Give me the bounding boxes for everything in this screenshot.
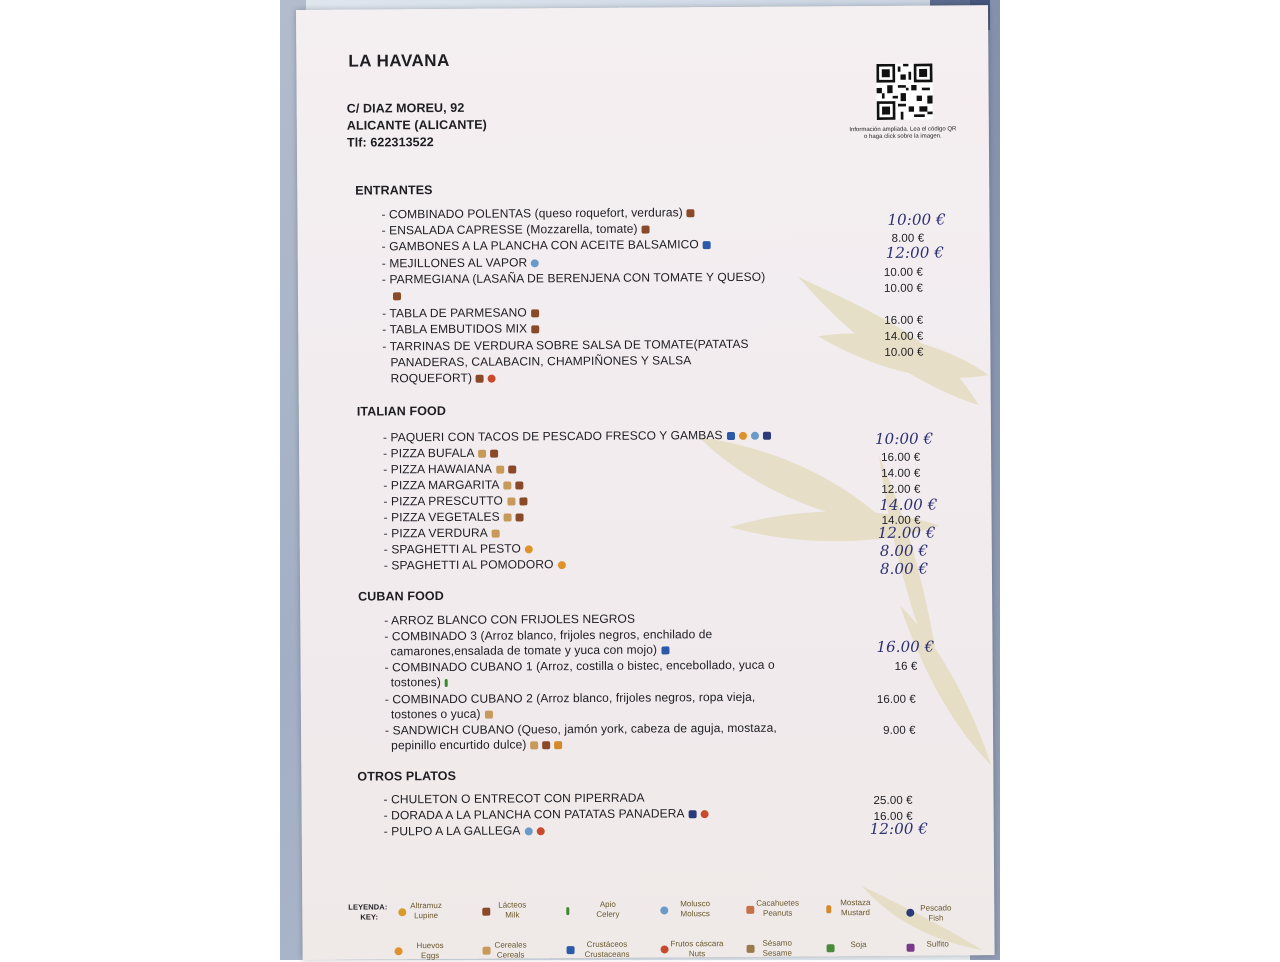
item-price: 12.00 € <box>877 523 936 542</box>
fish-icon <box>689 810 697 818</box>
mollusc-icon <box>751 432 759 440</box>
item-price: 14.00 € <box>881 514 921 527</box>
milk-icon <box>491 449 499 457</box>
item-price: 9.00 € <box>883 724 916 737</box>
restaurant-name: LA HAVANA <box>348 50 450 71</box>
item-price: 10:00 € <box>887 210 946 229</box>
milk-icon <box>531 325 539 333</box>
lupine-icon <box>398 908 406 916</box>
menu-item: - PIZZA VEGETALES <box>383 509 523 524</box>
item-price: 14.00 € <box>884 330 924 343</box>
address-line-1: C/ DIAZ MOREU, 92 <box>346 100 465 116</box>
item-price: 10:00 € <box>874 429 934 448</box>
menu-item: - DORADA A LA PLANCHA CON PATATAS PANADERA <box>384 806 709 822</box>
qr-note: Información ampliada. Lea el código QR o haga click sobre la imagen. <box>849 126 957 141</box>
sesame-icon <box>747 945 755 953</box>
legend-entry: Soja <box>850 940 867 950</box>
egg-icon <box>395 947 403 955</box>
egg-icon <box>558 561 566 569</box>
milk-icon <box>508 465 516 473</box>
item-price: 8.00 € <box>891 232 925 245</box>
fish-icon <box>906 909 914 917</box>
menu-item-continued: tostones) <box>391 675 448 689</box>
item-price: 25.00 € <box>873 794 913 807</box>
menu-item: - PIZZA HAWAIANA <box>383 461 516 476</box>
menu-item: - SPAGHETTI AL POMODORO <box>384 557 566 572</box>
mustard-icon <box>554 741 562 749</box>
menu-item: - PULPO A LA GALLEGA <box>384 823 545 838</box>
egg-icon <box>739 432 747 440</box>
item-price: 16.00 € <box>873 810 913 823</box>
menu-item: - ARROZ BLANCO CON FRIJOLES NEGROS <box>384 611 636 628</box>
crustacean-icon <box>727 432 735 440</box>
mollusc-icon <box>660 906 668 914</box>
item-price: 12:00 € <box>885 243 945 262</box>
legend-entry: Huevos Eggs <box>416 940 444 961</box>
peanut-icon <box>746 906 754 914</box>
mustard-icon <box>826 905 831 913</box>
menu-item: - COMBINADO CUBANO 1 (Arroz, costilla o bistec, encebollado, yuca o <box>384 657 775 675</box>
item-price: 16.00 € <box>881 451 921 464</box>
menu-item: - CHULETON O ENTRECOT CON PIPERRADA <box>383 790 645 807</box>
menu-item-continued: pepinillo encurtido dulce) <box>391 737 562 752</box>
item-price: 14.00 € <box>881 467 921 480</box>
menu-item: - SPAGHETTI AL PESTO <box>384 541 533 556</box>
item-price: 10.00 € <box>883 266 923 279</box>
menu-item: - PIZZA BUFALA <box>383 446 499 461</box>
menu-item-continued: PANADERAS, CALABACIN, CHAMPIÑONES Y SALSA <box>390 353 692 370</box>
menu-item: - TABLA DE PARMESANO <box>382 305 539 320</box>
item-price: 12:00 € <box>869 819 929 839</box>
nut-icon <box>701 810 709 818</box>
celery-icon <box>566 907 569 915</box>
milk-icon <box>476 375 484 383</box>
menu-item: - PIZZA MARGARITA <box>383 477 523 492</box>
menu-item-continued: ROQUEFORT) <box>391 371 497 386</box>
item-price: 8.00 € <box>879 541 929 560</box>
crustacean-icon <box>703 241 711 249</box>
legend-label-en: KEY: <box>360 912 379 922</box>
menu-item: - PIZZA PRESCUTTO <box>383 493 527 508</box>
mollusc-icon <box>531 259 539 267</box>
milk-icon <box>687 209 695 217</box>
menu-item: - ENSALADA CAPRESSE (Mozzarella, tomate) <box>381 222 649 238</box>
item-price: 16.00 € <box>876 637 935 656</box>
nut-icon <box>661 945 669 953</box>
legend-entry: Frutos cáscara Nuts <box>670 939 724 959</box>
menu-item: - PIZZA VERDURA <box>384 526 500 541</box>
item-price: 10.00 € <box>883 282 924 295</box>
legend-entry: Crustáceos Crustaceans <box>584 939 630 960</box>
cereal-icon <box>483 947 491 955</box>
legend-entry: Lácteos Milk <box>498 900 527 920</box>
cereal-icon <box>479 450 487 458</box>
menu-item: - TARRINAS DE VERDURA SOBRE SALSA DE TOMATE(PATATAS <box>382 336 749 354</box>
nut-icon <box>536 827 544 835</box>
milk-icon <box>482 908 490 916</box>
cereal-icon <box>485 710 493 718</box>
menu-item: - PAQUERI CON TACOS DE PESCADO FRESCO Y GAMBAS <box>383 428 771 445</box>
menu-item: - COMBINADO 3 (Arroz blanco, frijoles negros, enchilado de <box>384 627 713 644</box>
item-price: 10.00 € <box>884 346 924 359</box>
milk-icon <box>515 481 523 489</box>
crustacean-icon <box>661 646 669 654</box>
menu-item: - COMBINADO POLENTAS (queso roquefort, verduras) <box>381 205 694 221</box>
egg-icon <box>525 545 533 553</box>
legend-entry: Sésamo Sesame <box>762 938 792 958</box>
cereal-icon <box>507 497 515 505</box>
milk-icon <box>542 741 550 749</box>
menu-item: - GAMBONES A LA PLANCHA CON ACEITE BALSAMICO <box>382 237 711 253</box>
menu-sheet <box>296 5 995 960</box>
soy-icon <box>827 944 835 952</box>
item-price: 16 € <box>894 660 918 673</box>
sulphite-icon <box>907 944 915 952</box>
item-price: 14.00 € <box>879 495 938 514</box>
crustacean-icon <box>567 946 575 954</box>
cereal-icon <box>503 481 511 489</box>
section-title-entrantes: ENTRANTES <box>355 183 433 198</box>
legend-entry: Sulfito <box>926 939 949 949</box>
menu-item: - COMBINADO CUBANO 2 (Arroz blanco, frijoles negros, ropa vieja, <box>384 689 756 707</box>
cereal-icon <box>492 529 500 537</box>
menu-item-continued: camarones,ensalada de tomate y yuca con mojo) <box>390 642 669 658</box>
legend-entry: Mostaza Mustard <box>840 898 871 918</box>
item-price: 12.00 € <box>881 483 921 496</box>
menu-item: - MEJILLONES AL VAPOR <box>382 255 540 270</box>
section-title-italian: ITALIAN FOOD <box>356 403 447 419</box>
qr-code[interactable] <box>876 64 932 120</box>
milk-icon <box>516 513 524 521</box>
legend-entry: Cacahuetes Peanuts <box>756 898 799 918</box>
legend-label: LEYENDA: <box>348 902 388 912</box>
item-price: 8.00 € <box>879 559 929 578</box>
menu-item: - PARMEGIANA (LASAÑA DE BERENJENA CON TOMATE Y QUESO) <box>381 269 766 287</box>
mollusc-icon <box>524 827 532 835</box>
milk-icon <box>531 309 539 317</box>
legend-entry: Altramuz Lupine <box>410 901 442 921</box>
menu-item: - TABLA EMBUTIDOS MIX <box>382 321 539 336</box>
item-price: 16.00 € <box>876 693 916 706</box>
legend-entry: Molusco Moluscs <box>680 899 711 919</box>
celery-icon <box>445 679 448 687</box>
cereal-icon <box>530 741 538 749</box>
nut-icon <box>488 374 496 382</box>
milk-icon <box>519 497 527 505</box>
menu-item-continued: tostones o yuca) <box>391 707 493 722</box>
item-price: 16.00 € <box>884 314 924 327</box>
menu-item: - SANDWICH CUBANO (Queso, jamón york, cabeza de aguja, mostaza, <box>384 720 777 738</box>
cereal-icon <box>504 513 512 521</box>
section-title-cuban: CUBAN FOOD <box>358 588 444 604</box>
fish-icon <box>763 432 771 440</box>
legend-entry: Cereales Cereals <box>494 940 527 960</box>
milk-icon <box>393 292 401 300</box>
section-title-otros: OTROS PLATOS <box>357 768 457 784</box>
milk-icon <box>642 225 650 233</box>
address-line-2: ALICANTE (ALICANTE) <box>346 117 487 133</box>
cereal-icon <box>496 465 504 473</box>
legend-entry: Apio Celery <box>596 899 620 919</box>
legend-entry: Pescado Fish <box>920 903 952 923</box>
phone-number: Tlf: 622313522 <box>346 135 434 150</box>
